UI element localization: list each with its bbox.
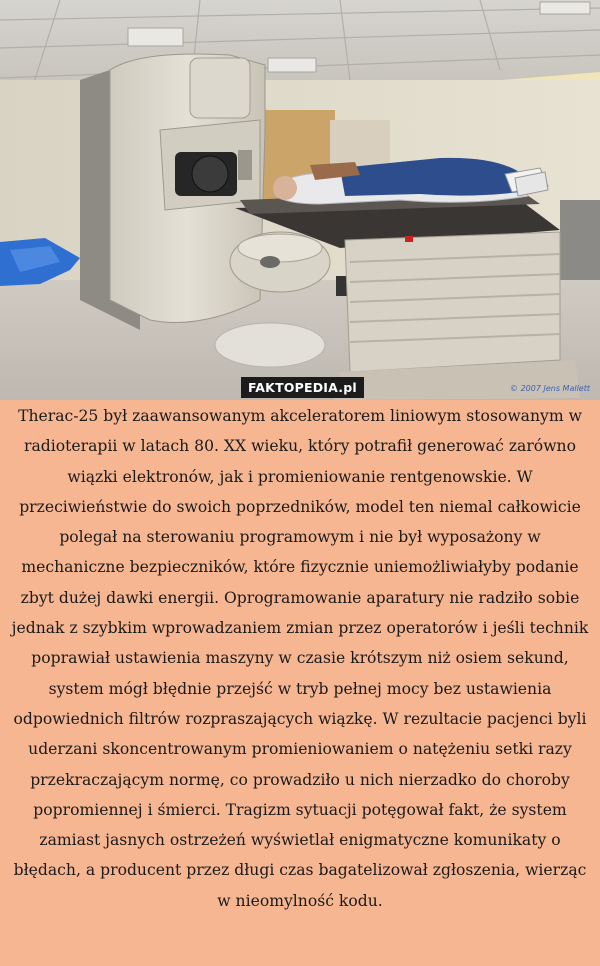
caption-text: Therac-25 był zaawansowanym akceleratorem liniowym stosowanym w radioterapii w latach 80. XX wieku, który potrafił generować zarówno wiązki elektronów, jak i promieniowanie rentgenowskie. W przeciwieństwie do swoich poprzedników, model ten niemal całkowicie polegał na sterowaniu programowym i nie był wyposażony w mechaniczne bezpieczników, które fizycznie uniemożliwiałyby podanie zbyt dużej dawki energii. Oprogramowanie aparatury nie radziło sobie jednak z szybkim wprowadzaniem zmian przez operatorów i jeśli technik poprawiał ustawienia maszyny w czasie krótszym niż osiem sekund, system mógł błędnie przejść w tryb pełnej mocy bez ustawienia odpowiednich filtrów rozpraszających wiązkę. W rezultacie pacjenci byli uderzani skoncentrowanym promieniowaniem o natężeniu setki razy przekraczającym normę, co prowadziło u nich nierzadko do choroby popromiennej i śmierci. Tragizm sytuacji potęgował fakt, że system zamiast jasnych ostrzeżeń wyświetlał enigmatyczne komunikaty o błędach, a producent przez długi czas bagatelizował zgłoszenia, wierząc w nieomylność kodu. [11, 407, 589, 910]
faktopedia-watermark: FAKTOPEDIA.pl [241, 377, 364, 398]
photo-illustration [0, 0, 600, 400]
photo-credit: © 2007 Jens Mallett [510, 384, 590, 393]
caption-block [0, 400, 600, 966]
linear-accelerator-photo [0, 0, 600, 400]
